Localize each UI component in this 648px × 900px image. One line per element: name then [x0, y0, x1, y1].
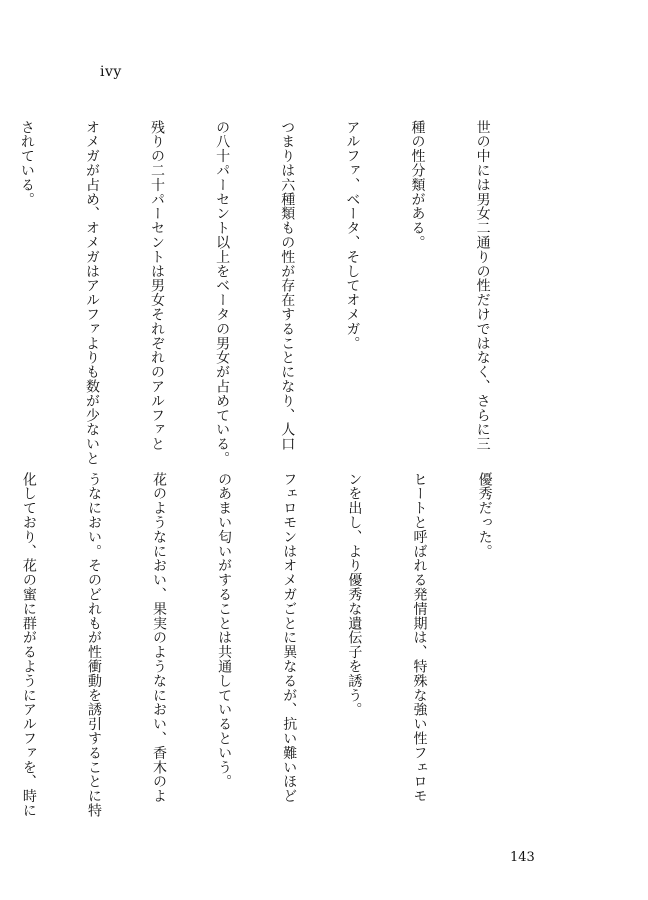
text-line: うなにおい。そのどれもが性衝動を誘引することに特 [85, 472, 102, 818]
text-line: アルファ、ベータ、そしてオメガ。 [344, 120, 361, 351]
text-line: の八十パーセント以上をベータの男女が占めている。 [214, 120, 231, 466]
text-line: されている。 [18, 120, 35, 207]
text-line: オメガが占め、オメガはアルファよりも数が少ないと [83, 120, 100, 466]
text-line: ヒートと呼ばれる発情期は、特殊な強い性フェロモ [411, 472, 428, 804]
running-header: ivy [100, 64, 122, 80]
text-line: 化しており、花の蜜に群がるようにアルファを、時に [20, 472, 37, 818]
text-line: のあまい匂いがすることは共通しているという。 [216, 472, 233, 789]
text-line: 花のようなにおい、果実のようなにおい、香木のよ [151, 472, 168, 804]
text-line: 種の性分類がある。 [409, 120, 426, 250]
text-line: フェロモンはオメガごとに異なるが、抗い難いほど [281, 472, 298, 804]
lower-text-block [0, 472, 538, 818]
text-line: 世の中には男女二通りの性だけではなく、さらに三 [474, 120, 491, 452]
upper-text-block [0, 120, 536, 466]
page-number: 143 [510, 850, 535, 865]
text-line: 優秀だった。 [476, 472, 493, 559]
text-line: ンを出し、より優秀な遺伝子を誘う。 [346, 472, 363, 717]
text-line: 残りの二十パーセントは男女それぞれのアルファと [149, 120, 166, 452]
text-line: つまりは六種類もの性が存在することになり、人口 [279, 120, 296, 452]
